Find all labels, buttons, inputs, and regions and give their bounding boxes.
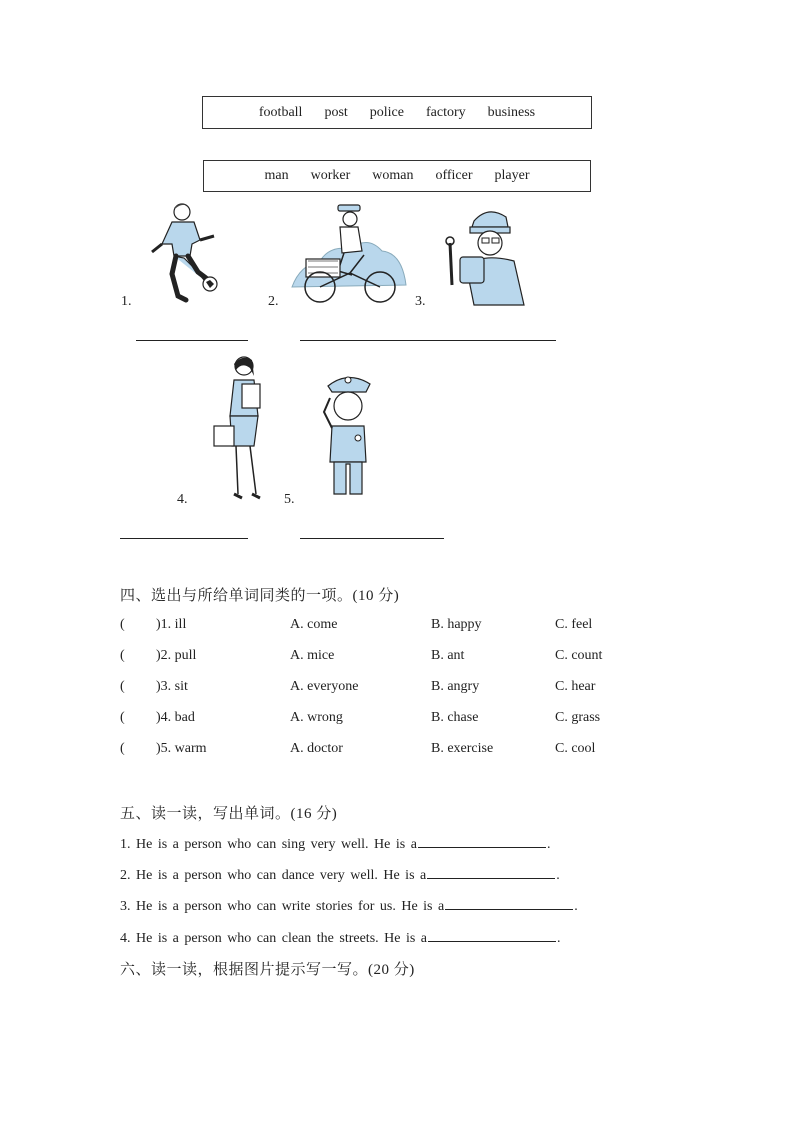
sentence-end: .: [546, 837, 551, 852]
answer-line-4[interactable]: [120, 538, 248, 539]
word-factory: factory: [426, 104, 466, 120]
sentence-text: 4. He is a person who can clean the streets. He is a: [120, 931, 428, 946]
section-5-heading: 五、读一读，写出单词。(16 分): [120, 806, 338, 822]
answer-paren[interactable]: (: [120, 710, 125, 725]
section-4-heading: 四、选出与所给单词同类的一项。(10 分): [120, 588, 400, 604]
answer-blank[interactable]: [445, 897, 573, 910]
sentence-end: .: [556, 868, 560, 883]
section-6-heading: 六、读一读，根据图片提示写一写。(20 分): [120, 962, 415, 978]
sentence-3: [120, 897, 578, 915]
answer-paren[interactable]: (: [120, 617, 125, 632]
sentence-text: 1. He is a person who can sing very well. He is a: [120, 837, 417, 852]
businesswoman-illustration: [212, 354, 268, 502]
answer-blank[interactable]: [428, 929, 556, 942]
word-police: police: [369, 104, 404, 120]
option-c: C. count: [555, 648, 603, 663]
picture-number-1: 1.: [121, 294, 132, 309]
sentence-text: 2. He is a person who can dance very well. He is a: [120, 868, 427, 883]
sentence-end: .: [557, 931, 561, 946]
sentence-end: .: [574, 899, 578, 914]
word-box-jobs: [202, 96, 592, 129]
option-b: B. exercise: [431, 741, 494, 756]
option-a: A. mice: [290, 648, 335, 663]
question-word: )4. bad: [156, 710, 195, 725]
word-officer: officer: [435, 168, 473, 183]
sentence-text: 3. He is a person who can write stories for us. He is a: [120, 899, 445, 914]
answer-paren[interactable]: (: [120, 648, 125, 663]
question-word: )2. pull: [156, 648, 197, 663]
factory-worker-illustration: [444, 205, 526, 307]
word-post: post: [324, 104, 348, 120]
word-worker: worker: [310, 168, 351, 183]
question-word: )1. ill: [156, 617, 187, 632]
option-b: B. happy: [431, 617, 482, 632]
picture-number-4: 4.: [177, 492, 188, 507]
answer-line-2-3[interactable]: [300, 340, 556, 341]
word-man: man: [264, 168, 289, 183]
sentence-4: [120, 929, 561, 947]
answer-blank[interactable]: [418, 835, 546, 848]
word-player: player: [494, 168, 530, 183]
question-word: )5. warm: [156, 741, 207, 756]
option-c: C. feel: [555, 617, 593, 632]
option-a: A. come: [290, 617, 338, 632]
option-c: C. hear: [555, 679, 596, 694]
sentence-2: [120, 866, 560, 884]
police-officer-illustration: [320, 372, 376, 502]
choice-row-1: [120, 617, 640, 635]
sentence-1: [120, 835, 550, 853]
word-box-people: [203, 160, 591, 192]
answer-blank[interactable]: [427, 866, 555, 879]
choice-row-4: [120, 710, 640, 728]
football-player-illustration: [148, 200, 228, 308]
option-c: C. cool: [555, 741, 596, 756]
picture-number-5: 5.: [284, 492, 295, 507]
option-b: B. angry: [431, 679, 480, 694]
postman-bicycle-illustration: [290, 205, 408, 307]
word-football: football: [258, 104, 303, 120]
answer-paren[interactable]: (: [120, 679, 125, 694]
picture-number-3: 3.: [415, 294, 426, 309]
answer-line-5[interactable]: [300, 538, 444, 539]
word-woman: woman: [372, 168, 414, 183]
answer-line-1[interactable]: [136, 340, 248, 341]
option-a: A. doctor: [290, 741, 343, 756]
answer-paren[interactable]: (: [120, 741, 125, 756]
picture-number-2: 2.: [268, 294, 279, 309]
word-business: business: [487, 104, 536, 120]
choice-row-5: [120, 741, 640, 759]
option-a: A. everyone: [290, 679, 359, 694]
option-c: C. grass: [555, 710, 601, 725]
option-b: B. chase: [431, 710, 479, 725]
choice-row-2: [120, 648, 640, 666]
question-word: )3. sit: [156, 679, 188, 694]
choice-row-3: [120, 679, 640, 697]
option-a: A. wrong: [290, 710, 343, 725]
option-b: B. ant: [431, 648, 465, 663]
